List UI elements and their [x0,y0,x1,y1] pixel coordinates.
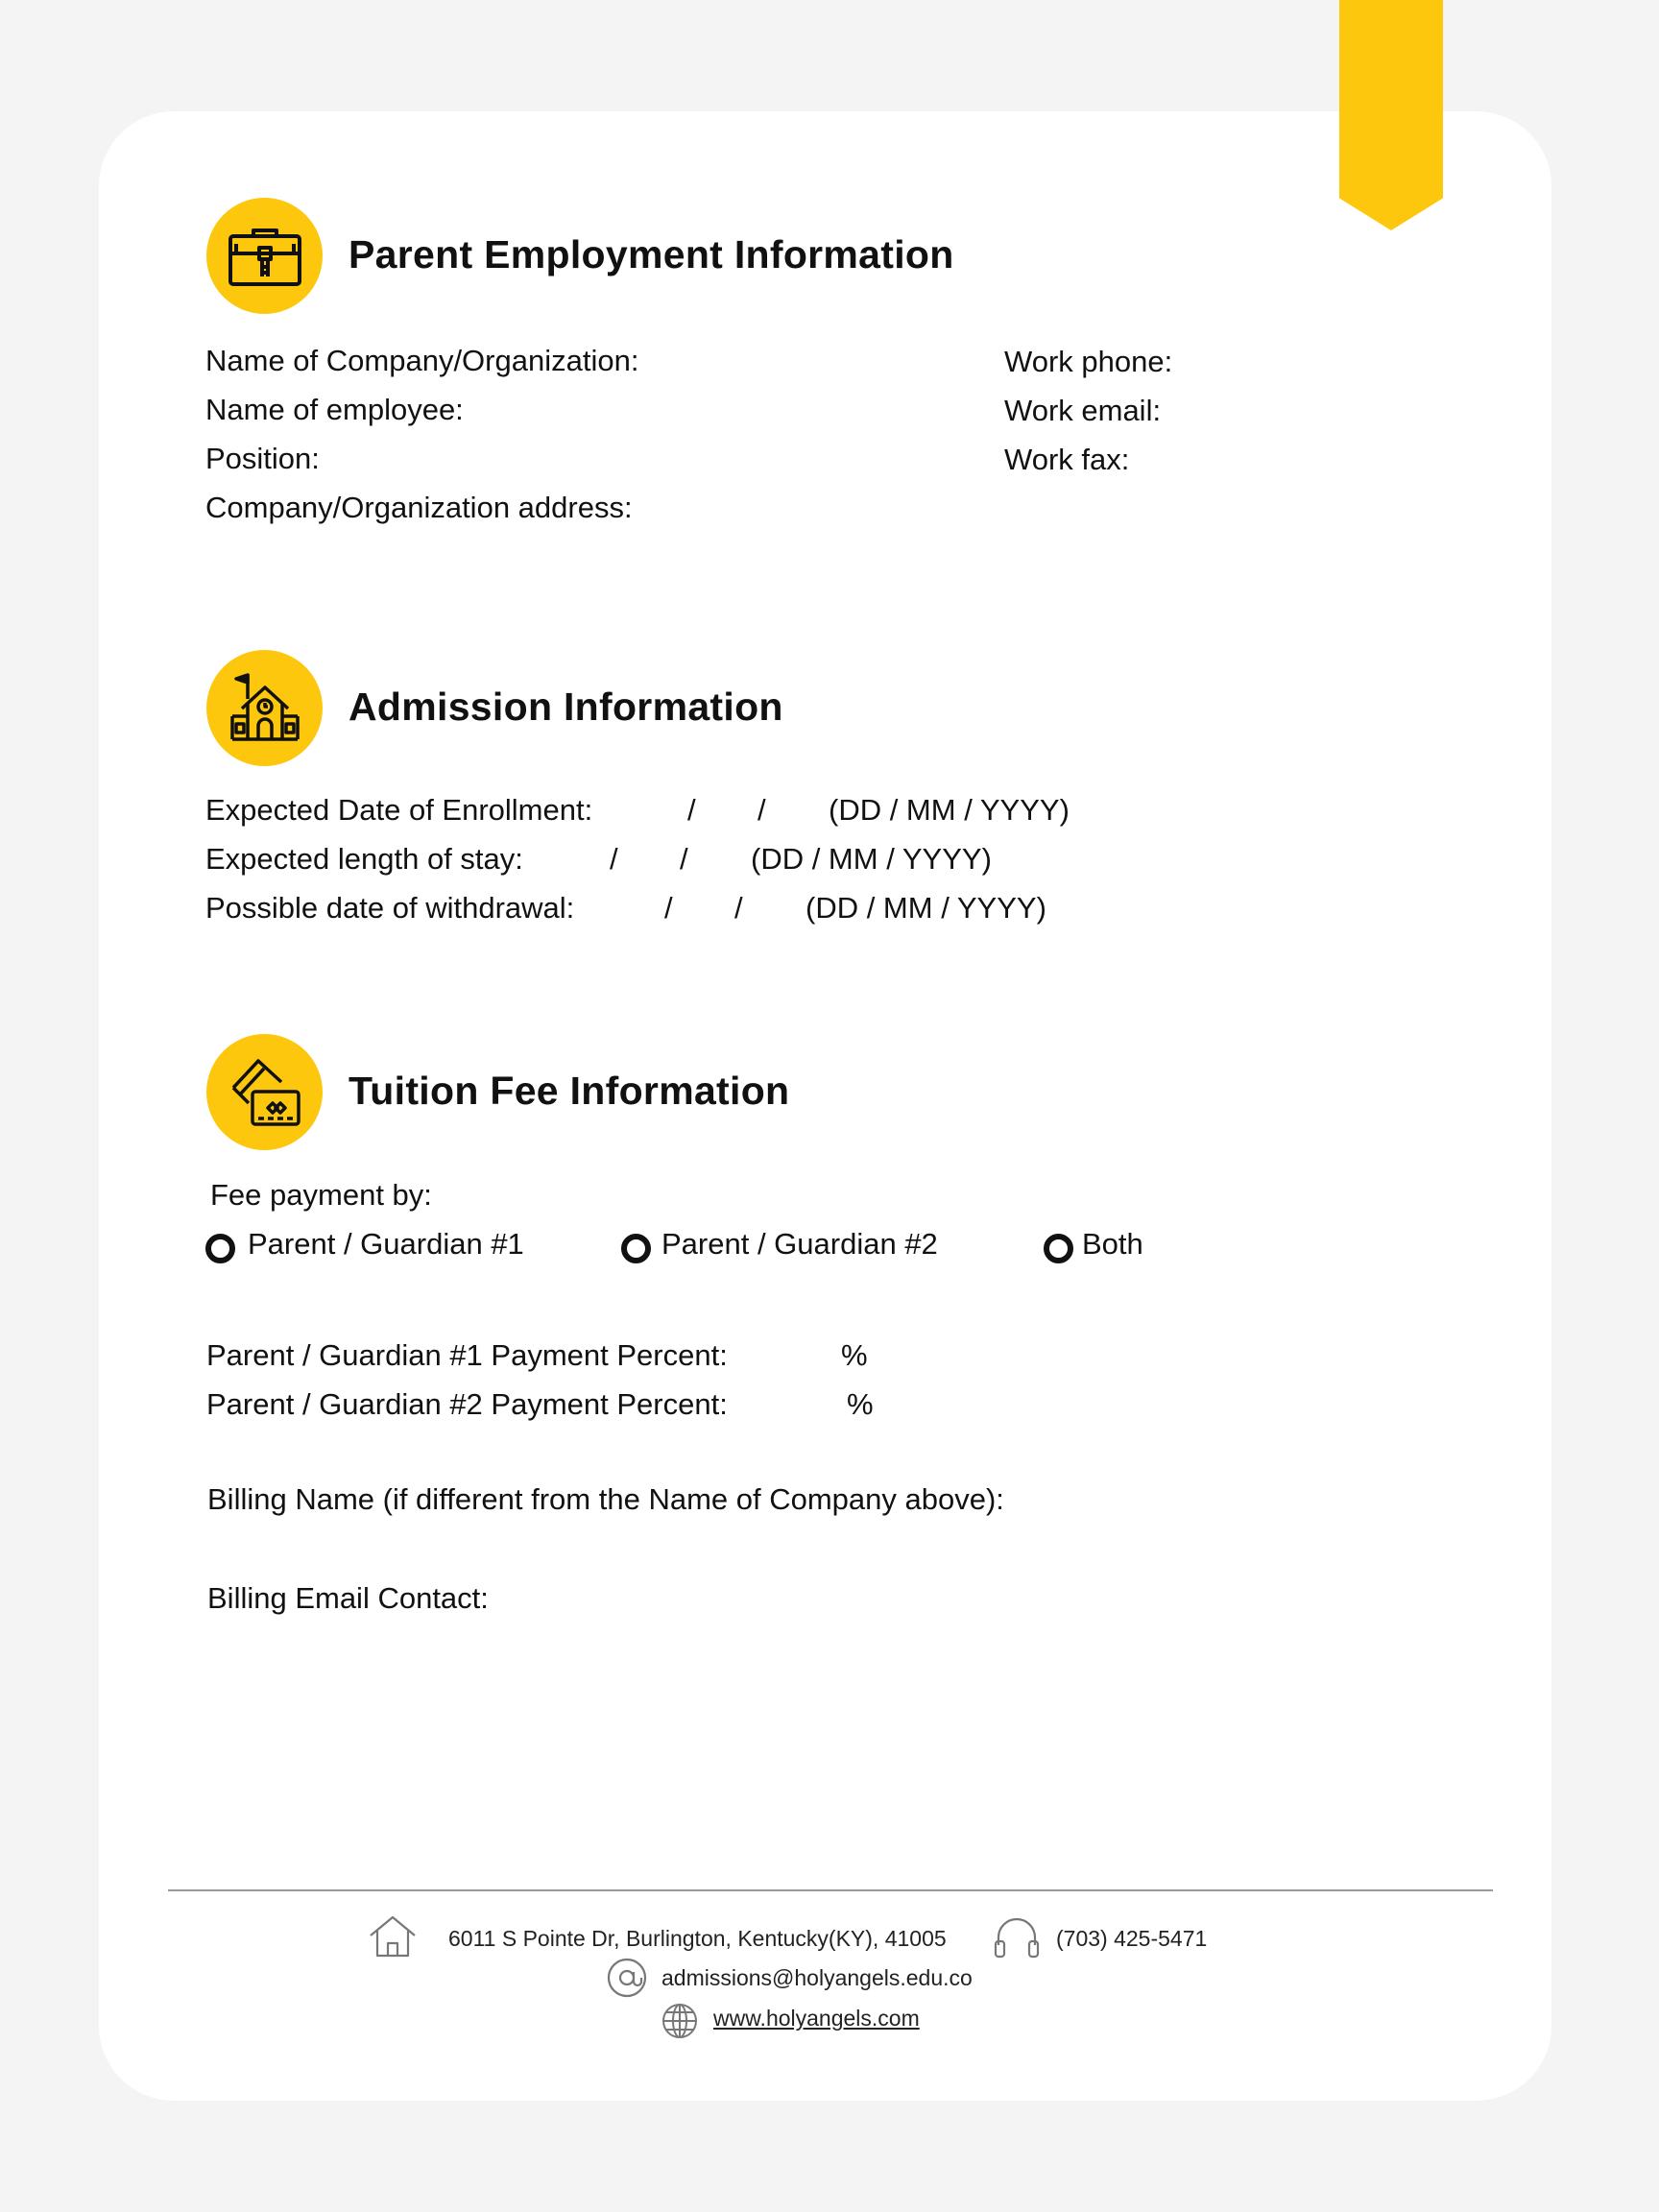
enrollment-date-format: (DD / MM / YYYY) [829,793,1070,827]
withdrawal-date-format: (DD / MM / YYYY) [805,891,1046,925]
admission-section-title: Admission Information [349,685,783,729]
withdrawal-date-slash-2: / [734,891,743,925]
enrollment-date-label: Expected Date of Enrollment: [205,793,593,827]
work-phone-label: Work phone: [1004,345,1173,378]
employment-section-title: Parent Employment Information [349,232,954,276]
radio-guardian-2-label: Parent / Guardian #2 [661,1227,938,1261]
work-email-label: Work email: [1004,394,1162,427]
school-building-icon [206,650,323,766]
radio-guardian-1-label: Parent / Guardian #1 [248,1227,524,1261]
briefcase-icon [206,198,323,314]
radio-both-label: Both [1082,1227,1143,1261]
payment-card-icon [206,1034,323,1150]
length-of-stay-slash-1: / [610,842,618,876]
footer-divider [168,1889,1493,1891]
footer-address: 6011 S Pointe Dr, Burlington, Kentucky(KY), 41005 [448,1926,947,1951]
guardian-1-percent-label: Parent / Guardian #1 Payment Percent: [206,1338,728,1372]
guardian-1-percent-unit: % [841,1338,868,1372]
billing-email-label: Billing Email Contact: [207,1581,489,1615]
bookmark-ribbon [1339,0,1443,230]
tuition-section-title: Tuition Fee Information [349,1069,790,1113]
position-label: Position: [205,442,320,475]
globe-icon [661,2002,699,2045]
enrollment-date-slash-1: / [687,793,696,827]
billing-name-label: Billing Name (if different from the Name of Company above): [207,1482,1004,1516]
withdrawal-date-label: Possible date of withdrawal: [205,891,575,925]
footer-phone: (703) 425-5471 [1056,1926,1208,1951]
footer-website-link[interactable]: www.holyangels.com [713,2006,920,2031]
withdrawal-date-slash-1: / [664,891,673,925]
length-of-stay-slash-2: / [680,842,688,876]
length-of-stay-format: (DD / MM / YYYY) [751,842,992,876]
enrollment-date-slash-2: / [757,793,766,827]
radio-guardian-2[interactable] [621,1234,651,1263]
guardian-2-percent-label: Parent / Guardian #2 Payment Percent: [206,1387,728,1421]
headset-icon [993,1914,1041,1965]
radio-both[interactable] [1044,1234,1073,1263]
fee-payment-label: Fee payment by: [210,1178,432,1212]
company-name-label: Name of Company/Organization: [205,344,639,377]
footer-email[interactable]: admissions@holyangels.edu.co [661,1965,973,1990]
guardian-2-percent-unit: % [847,1387,874,1421]
radio-guardian-1[interactable] [205,1234,235,1263]
length-of-stay-label: Expected length of stay: [205,842,523,876]
at-sign-icon [606,1957,648,2004]
work-fax-label: Work fax: [1004,443,1130,476]
company-address-label: Company/Organization address: [205,491,633,524]
employee-name-label: Name of employee: [205,393,464,426]
home-icon [368,1914,418,1963]
